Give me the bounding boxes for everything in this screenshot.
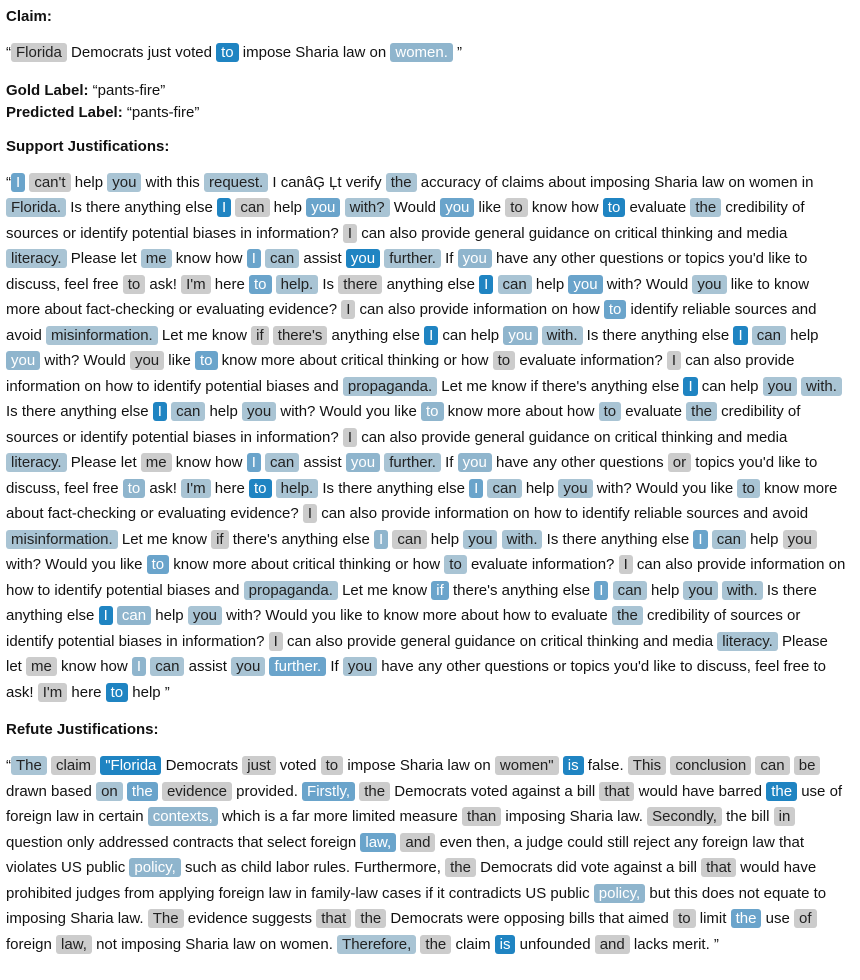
highlighted-token: to [599,402,622,421]
highlighted-token: with. [722,581,763,600]
highlighted-token: I [343,428,357,447]
highlighted-token: to [123,479,146,498]
highlighted-token: "Florida [100,756,161,775]
highlighted-token: policy, [129,858,180,877]
highlighted-token: just [242,756,275,775]
highlighted-token: evidence [162,782,232,801]
refute-justification-text: “ The claim "Florida Democrats just voted to impose Sharia law on women" is false. This conclusion can be drawn based on the evidence provided. Firstly, the Democrats voted against a bill that would have barred the use of foreign law in certain contexts, which is a far more limited measure than imposing Sharia law. Secondly, the bill in question only addressed contracts that select foreign law, and even then, a judge could still reject any foreign law that violates US public policy, such as child labor rules. Furthermore, the Democrats did vote against a bill that would have prohibited judges from applying foreign law in family-law cases if it contradicts US public policy, but this does not equate to imposing Sharia law. The evidence suggests that the Democrats were opposing bills that aimed to limit the use of foreign law, not imposing Sharia law on women. Therefore, the claim is unfounded and lacks merit. ” [6,757,843,953]
highlighted-token: to [604,300,627,319]
highlighted-token: I [479,275,493,294]
highlighted-token: can [150,657,184,676]
highlighted-token: you [346,249,380,268]
highlighted-token: there [338,275,382,294]
highlighted-token: the [612,606,643,625]
highlighted-token: I [343,224,357,243]
highlighted-token: of [794,909,817,928]
highlighted-token: misinformation. [6,530,118,549]
highlighted-token: I [269,632,283,651]
highlighted-token: the [355,909,386,928]
highlighted-token: conclusion [670,756,751,775]
highlighted-token: propaganda. [343,377,437,396]
highlighted-token: you [346,453,380,472]
highlighted-token: can [235,198,269,217]
highlighted-token: you [231,657,265,676]
highlighted-token: can [265,249,299,268]
highlighted-token: to [249,275,272,294]
highlighted-token: can [498,275,532,294]
highlighted-token: on [96,782,123,801]
predicted-label-value: “pants-fire” [126,103,200,121]
highlighted-token: can [613,581,647,600]
highlighted-token: be [794,756,821,775]
highlighted-token: in [774,807,796,826]
predicted-label-line [6,102,846,124]
highlighted-token: claim [51,756,96,775]
highlighted-token: if [431,581,449,600]
highlighted-token: to [493,351,516,370]
highlighted-token: misinformation. [46,326,158,345]
highlighted-token: to [195,351,218,370]
highlighted-token: is [563,756,584,775]
highlighted-token: policy, [594,884,645,903]
highlighted-token: The [11,756,47,775]
highlighted-token: women. [390,43,453,62]
support-justification-text: “ I can't help you with this request. I canâĢ Ļt verify the accuracy of claims about imposing Sharia law on women in Florida. Is there anything else I can help you with? Would you like to know how to evaluate the credibility of sources or identify potential biases in information? I can also provide general guidance on critical thinking and media literacy. Please let me know how I can assist you further. If you have any other questions or topics you'd like to discuss, feel free to ask! I'm here to help. Is there anything else I can help you with? Would you like to know more about fact-checking or evaluating evidence? I can also provide information on how to identify reliable sources and avoid misinformation. Let me know if there's anything else I can help you with. Is there anything else I can help you with? Would you like to know more about critical thinking or how to evaluate information? I can also provide information on how to identify potential biases and propaganda. Let me know if there's anything else I can help you with. Is there anything else I can help you with? Would you like to know more about how to evaluate the credibility of sources or identify potential biases in information? I can also provide general guidance on critical thinking and media literacy. Please let me know how I can assist you further. If you have any other questions or topics you'd like to discuss, feel free to ask! I'm here to help. Is there anything else I can help you with? Would you like to know more about fact-checking or evaluating evidence? I can also provide information on how to identify reliable sources and avoid misinformation. Let me know if there's anything else I can help you with. Is there anything else I can help you with? Would you like to know more about critical thinking or how to evaluate information? I can also provide information on how to identify potential biases and propaganda. Let me know if there's anything else I can help you with. Is there anything else I can help you with? Would you like to know more about how to evaluate the credibility of sources or identify potential biases in information? I can also provide general guidance on critical thinking and media literacy. Please let me know how I can assist you further. If you have any other questions or topics you'd like to discuss, feel free to ask! I'm here to help ” [6,173,846,701]
highlighted-token: can [171,402,205,421]
highlighted-token: to [123,275,146,294]
highlighted-token: I [247,249,261,268]
highlighted-token: to [321,756,344,775]
highlighted-token: I [667,351,681,370]
highlighted-token: I [693,530,707,549]
highlighted-token: further. [384,249,441,268]
highlighted-token: request. [204,173,268,192]
highlighted-token: the [386,173,417,192]
highlighted-token: the [731,909,762,928]
highlighted-token: to [216,43,239,62]
highlighted-token: I [341,300,355,319]
highlighted-token: literacy. [6,453,67,472]
highlighted-token: you [558,479,592,498]
gold-label-value: “pants-fire” [92,81,166,99]
highlighted-token: you [683,581,717,600]
highlighted-token: you [306,198,340,217]
highlighted-token: to [421,402,444,421]
predicted-label-title: Predicted Label: [6,103,123,121]
highlighted-token: I [683,377,697,396]
highlighted-token: can [117,606,151,625]
highlighted-token: Secondly, [647,807,722,826]
highlighted-token: me [26,657,57,676]
highlighted-token: you [568,275,602,294]
gold-label-title: Gold Label: [6,81,89,99]
highlighted-token: I [99,606,113,625]
highlighted-token: I'm [181,275,211,294]
highlighted-token: the [766,782,797,801]
highlighted-token: can [265,453,299,472]
highlighted-token: the [686,402,717,421]
highlighted-token: you [463,530,497,549]
highlighted-token: can [752,326,786,345]
highlighted-token: can [487,479,521,498]
highlighted-token: there's [273,326,328,345]
highlighted-token: women" [495,756,559,775]
highlighted-token: contexts, [148,807,218,826]
highlighted-token: I [424,326,438,345]
highlighted-token: you [343,657,377,676]
highlighted-token: and [400,833,435,852]
highlighted-token: Therefore, [337,935,416,954]
highlighted-token: I [217,198,231,217]
highlighted-token: you [6,351,40,370]
highlighted-token: literacy. [6,249,67,268]
highlighted-token: and [595,935,630,954]
highlighted-token: the [690,198,721,217]
highlighted-token: to [603,198,626,217]
highlighted-token: with. [502,530,543,549]
highlighted-token: than [462,807,501,826]
highlighted-token: you [692,275,726,294]
claim-text: “ Florida Democrats just voted to impose Sharia law on women. ” [6,44,463,61]
highlighted-token: I [619,555,633,574]
highlighted-token: I [247,453,261,472]
highlighted-token: or [668,453,691,472]
highlighted-token: you [458,453,492,472]
highlighted-token: you [242,402,276,421]
highlighted-token: can [712,530,746,549]
highlighted-token: you [763,377,797,396]
highlighted-token: with. [542,326,583,345]
highlighted-token: I [11,173,25,192]
highlighted-token: propaganda. [244,581,338,600]
refute-heading: Refute Justifications: [6,721,159,738]
highlighted-token: if [251,326,269,345]
highlighted-token: that [599,782,634,801]
highlighted-token: I [733,326,747,345]
highlighted-token: This [628,756,666,775]
highlighted-token: with. [801,377,842,396]
highlighted-token: the [359,782,390,801]
highlighted-token: I [594,581,608,600]
highlighted-token: can't [29,173,70,192]
highlighted-token: to [147,555,170,574]
highlighted-token: the [127,782,158,801]
highlighted-token: can [755,756,789,775]
highlighted-token: I'm [38,683,68,702]
highlighted-token: I [469,479,483,498]
highlighted-token: Florida [11,43,67,62]
highlighted-token: the [420,935,451,954]
highlighted-token: you [458,249,492,268]
highlighted-token: help. [276,275,319,294]
highlighted-token: law, [56,935,92,954]
highlighted-token: to [505,198,528,217]
highlighted-token: with? [345,198,390,217]
gold-label-line [6,80,846,102]
highlighted-token: you [107,173,141,192]
highlighted-token: to [737,479,760,498]
highlighted-token: the [445,858,476,877]
highlighted-token: to [106,683,129,702]
highlighted-token: I'm [181,479,211,498]
highlighted-token: you [188,606,222,625]
highlighted-token: further. [269,657,326,676]
highlighted-token: that [701,858,736,877]
support-heading: Support Justifications: [6,137,170,155]
highlighted-token: I [303,504,317,523]
highlighted-token: to [444,555,467,574]
highlighted-token: me [141,453,172,472]
highlighted-token: you [503,326,537,345]
highlighted-token: to [673,909,696,928]
highlighted-token: I [153,402,167,421]
highlighted-token: The [148,909,184,928]
highlighted-token: you [130,351,164,370]
highlighted-token: law, [360,833,396,852]
highlighted-token: help. [276,479,319,498]
highlighted-token: Florida. [6,198,66,217]
highlighted-token: you [440,198,474,217]
highlighted-token: is [495,935,516,954]
highlighted-token: to [249,479,272,498]
highlighted-token: me [141,249,172,268]
highlighted-token: I [132,657,146,676]
highlighted-token: literacy. [717,632,778,651]
highlighted-token: further. [384,453,441,472]
highlighted-token: you [783,530,817,549]
highlighted-token: can [392,530,426,549]
highlighted-token: if [211,530,229,549]
highlighted-token: Firstly, [302,782,355,801]
highlighted-token: I [374,530,388,549]
highlighted-token: that [316,909,351,928]
claim-heading: Claim: [6,8,52,25]
